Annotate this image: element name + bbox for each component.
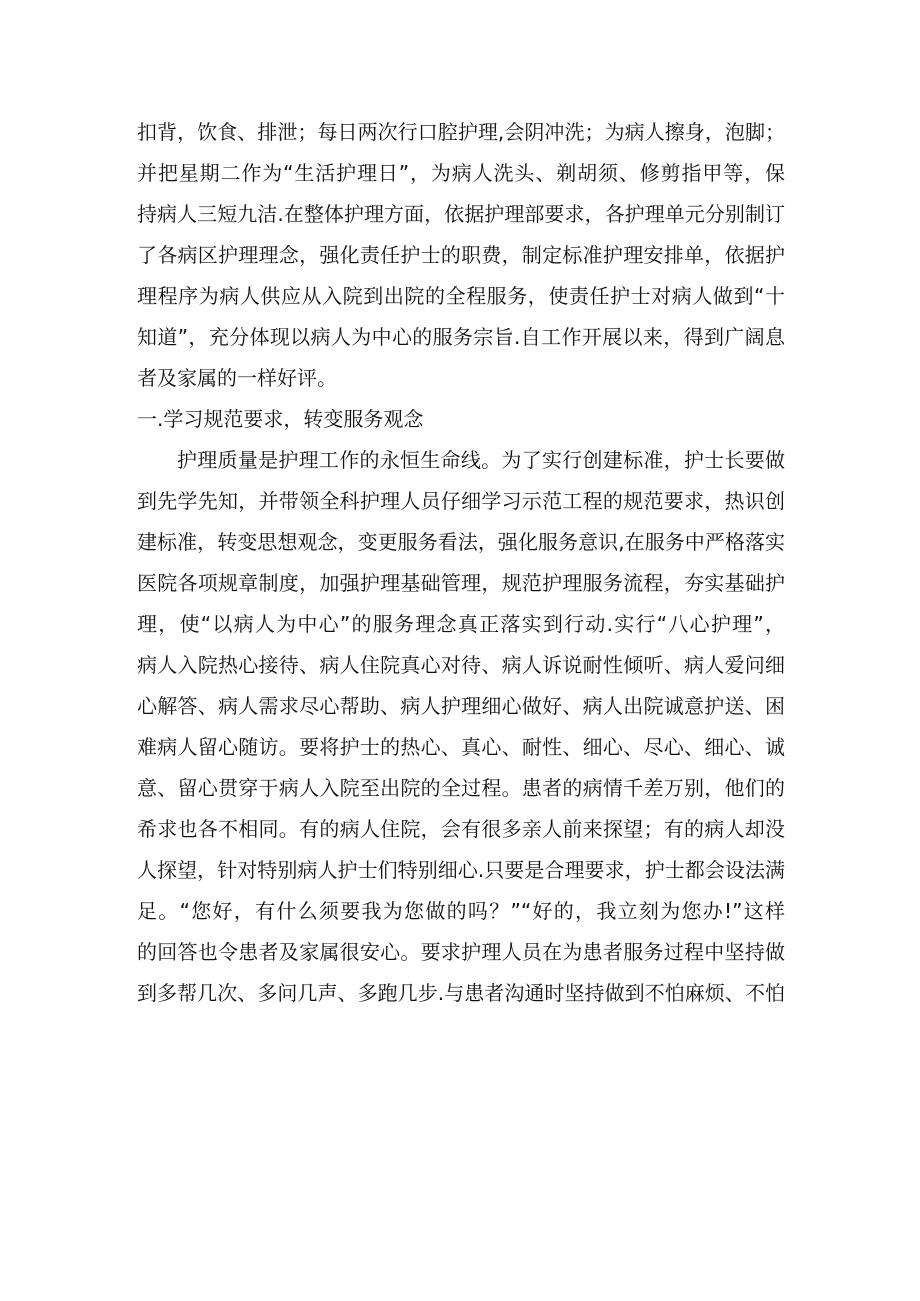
text-line: 知道”，充分体现以病人为中心的服务宗旨.自工作开展以来，得到广阔息 [137,325,785,349]
text-line: 者及家属的一样好评。 [137,366,337,390]
text-line: 持病人三短九洁.在整体护理方面，依据护理部要求，各护理单元分别制订 [137,202,785,226]
text-line: 难病人留心随访。要将护士的热心、真心、耐性、细心、尽心、细心、诚 [137,735,785,759]
section-heading: 一.学习规范要求，转变服务观念 [137,407,424,431]
text-line: 理，使“以病人为中心”的服务理念真正落实到行动.实行“八心护理”， [137,612,785,636]
text-line: 了各病区护理理念，强化责任护士的职费，制定标准护理安排单，依据护 [137,243,785,267]
text-line: 到先学先知，并带领全科护理人员仔细学习示范工程的规范要求，热识创 [137,489,785,513]
paragraph-2 [137,440,785,1014]
text-line: 到多帮几次、多问几声、多跑几步.与患者沟通时坚持做到不怕麻烦、不怕 [137,981,785,1005]
text-line: 的回答也令患者及家属很安心。要求护理人员在为患者服务过程中坚持做 [137,940,785,964]
text-line: 并把星期二作为“生活护理日”，为病人洗头、剃胡须、修剪指甲等，保 [137,161,785,185]
text-line: 医院各项规章制度，加强护理基础管理，规范护理服务流程，夯实基础护 [137,571,785,595]
text-line: 建标准，转变思想观念，变更服务看法，强化服务意识,在服务中严格落实 [137,530,785,554]
document-body [137,112,785,1014]
text-line: 足。“您好，有什么须要我为您做的吗？”“好的，我立刻为您办!”这样 [137,899,785,923]
text-line: 心解答、病人需求尽心帮助、病人护理细心做好、病人出院诚意护送、困 [137,694,785,718]
text-line: 病人入院热心接待、病人住院真心对待、病人诉说耐性倾听、病人爱问细 [137,653,785,677]
text-line: 理程序为病人供应从入院到出院的全程服务，使责任护士对病人做到“十 [137,284,785,308]
text-line: 意、留心贯穿于病人入院至出院的全过程。患者的病情千差万别，他们的 [137,776,785,800]
text-line: 希求也各不相同。有的病人住院，会有很多亲人前来探望；有的病人却没 [137,817,785,841]
text-line: 护理质量是护理工作的永恒生命线。为了实行创建标准，护士长要做 [177,448,785,472]
text-line: 人探望，针对特别病人护士们特别细心.只要是合理要求，护士都会设法满 [137,858,785,882]
text-line: 扣背，饮食、排泄；每日两次行口腔护理,会阴冲洗；为病人擦身，泡脚； [137,120,785,144]
paragraph-1 [137,112,785,399]
